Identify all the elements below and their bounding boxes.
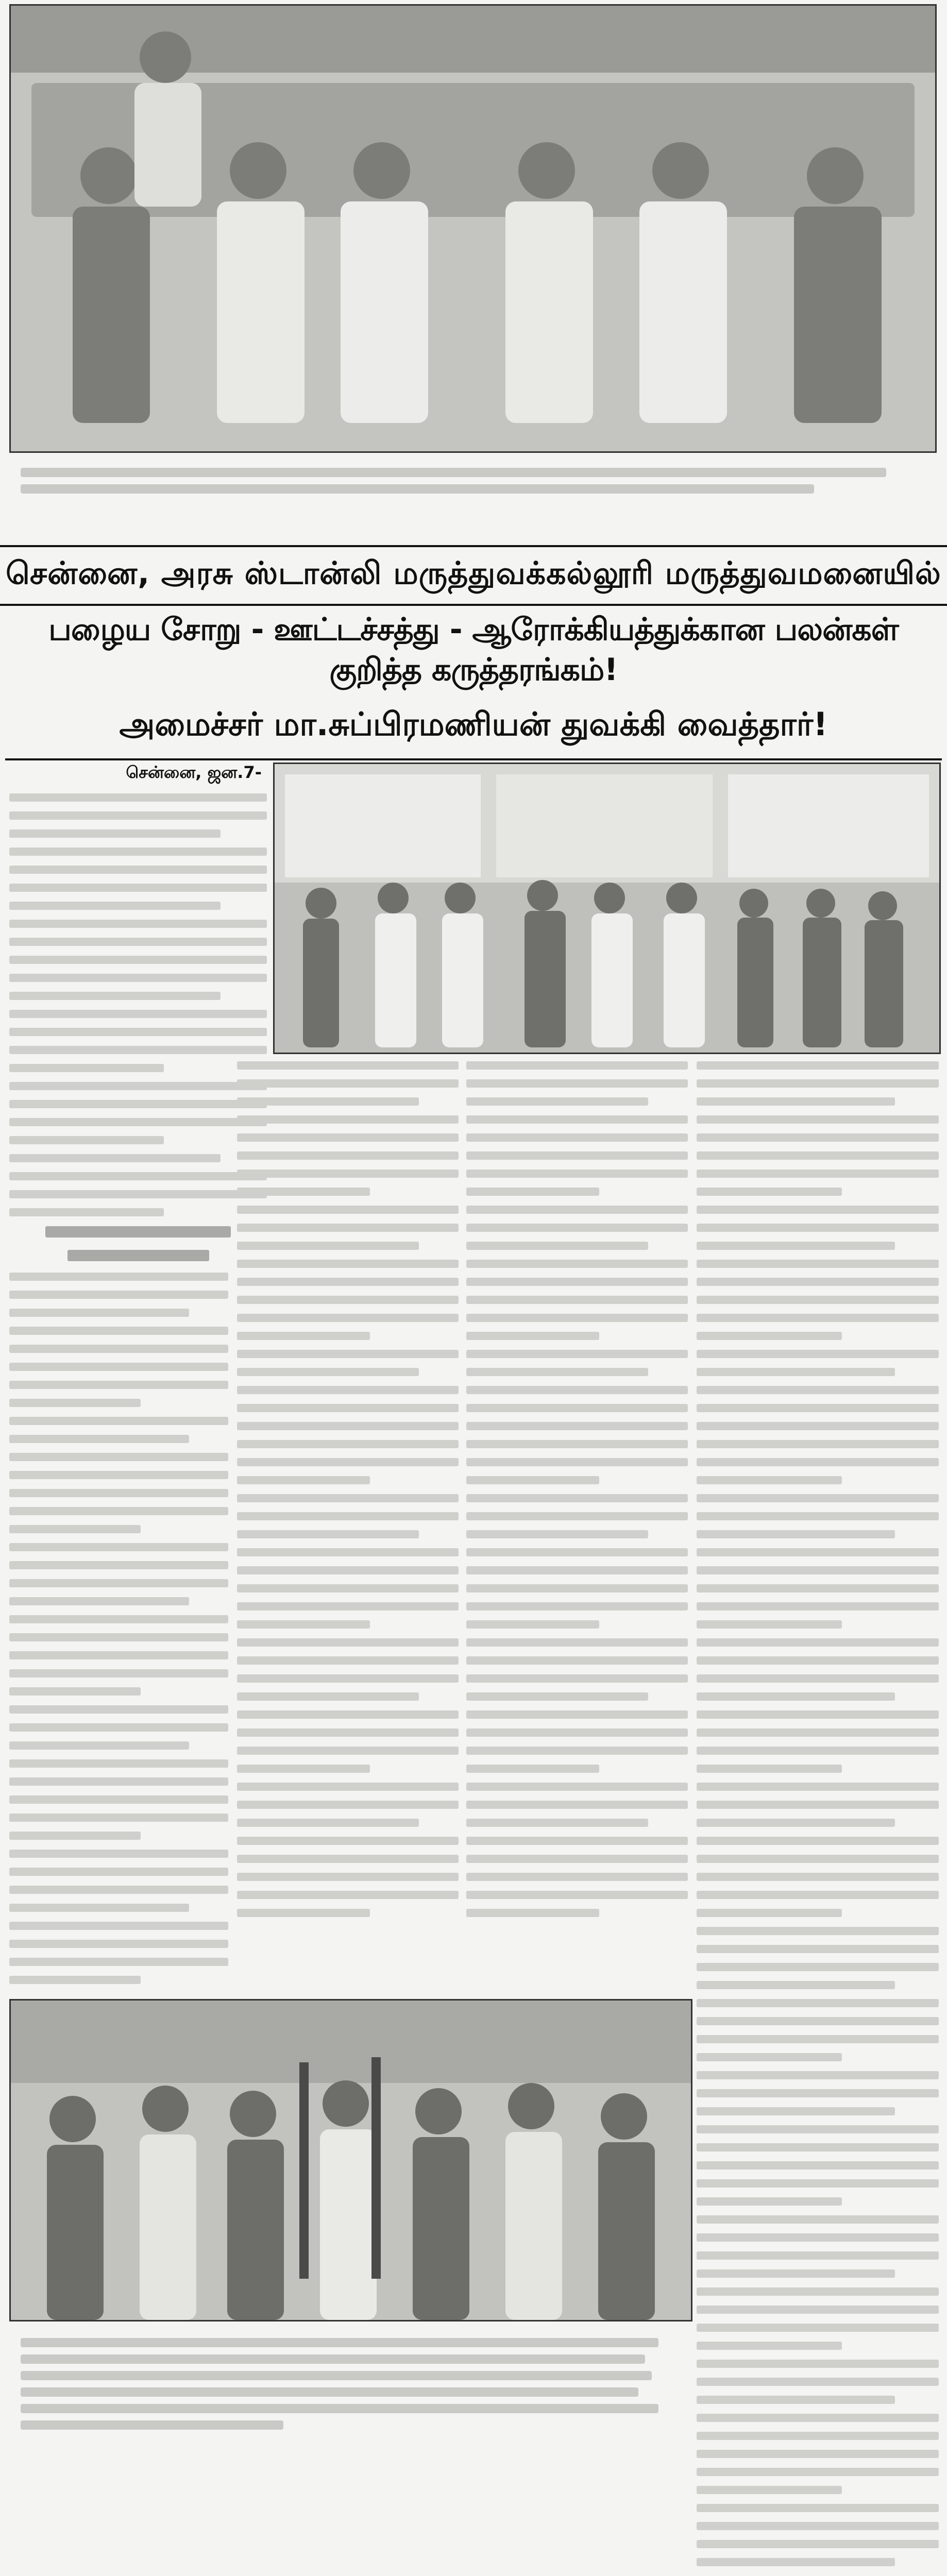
seminar-stage-photo [273, 762, 941, 1054]
top-event-photo [9, 4, 937, 453]
article-column-3 [466, 1061, 688, 1994]
dateline: சென்னை, ஜன.7- [126, 762, 262, 782]
bottom-photo-caption [9, 2324, 689, 2494]
intro-column [9, 762, 267, 1265]
bottom-photo-graphic [11, 2001, 691, 2320]
article-column-2 [237, 1061, 459, 1994]
banner-photo-graphic [275, 764, 939, 1053]
article-column-1 [9, 1273, 228, 1994]
article-column-4 [697, 1061, 939, 2483]
location-line: சென்னை, அரசு ஸ்டான்லி மருத்துவக்கல்லூரி மருத்துவமனையில் [0, 545, 947, 606]
bottom-event-photo [9, 1999, 692, 2321]
top-photo-graphic [11, 6, 935, 451]
subheadline: அமைச்சர் மா.சுப்பிரமணியன் துவக்கி வைத்தார்! [119, 705, 828, 743]
headline: பழைய சோறு - ஊட்டச்சத்து - ஆரோக்கியத்துக்கான பலன்கள் குறித்த கருத்தரங்கம்! [48, 612, 899, 688]
top-photo-caption [9, 453, 934, 536]
sub-heading [45, 1226, 231, 1238]
headline-rule [5, 758, 942, 760]
